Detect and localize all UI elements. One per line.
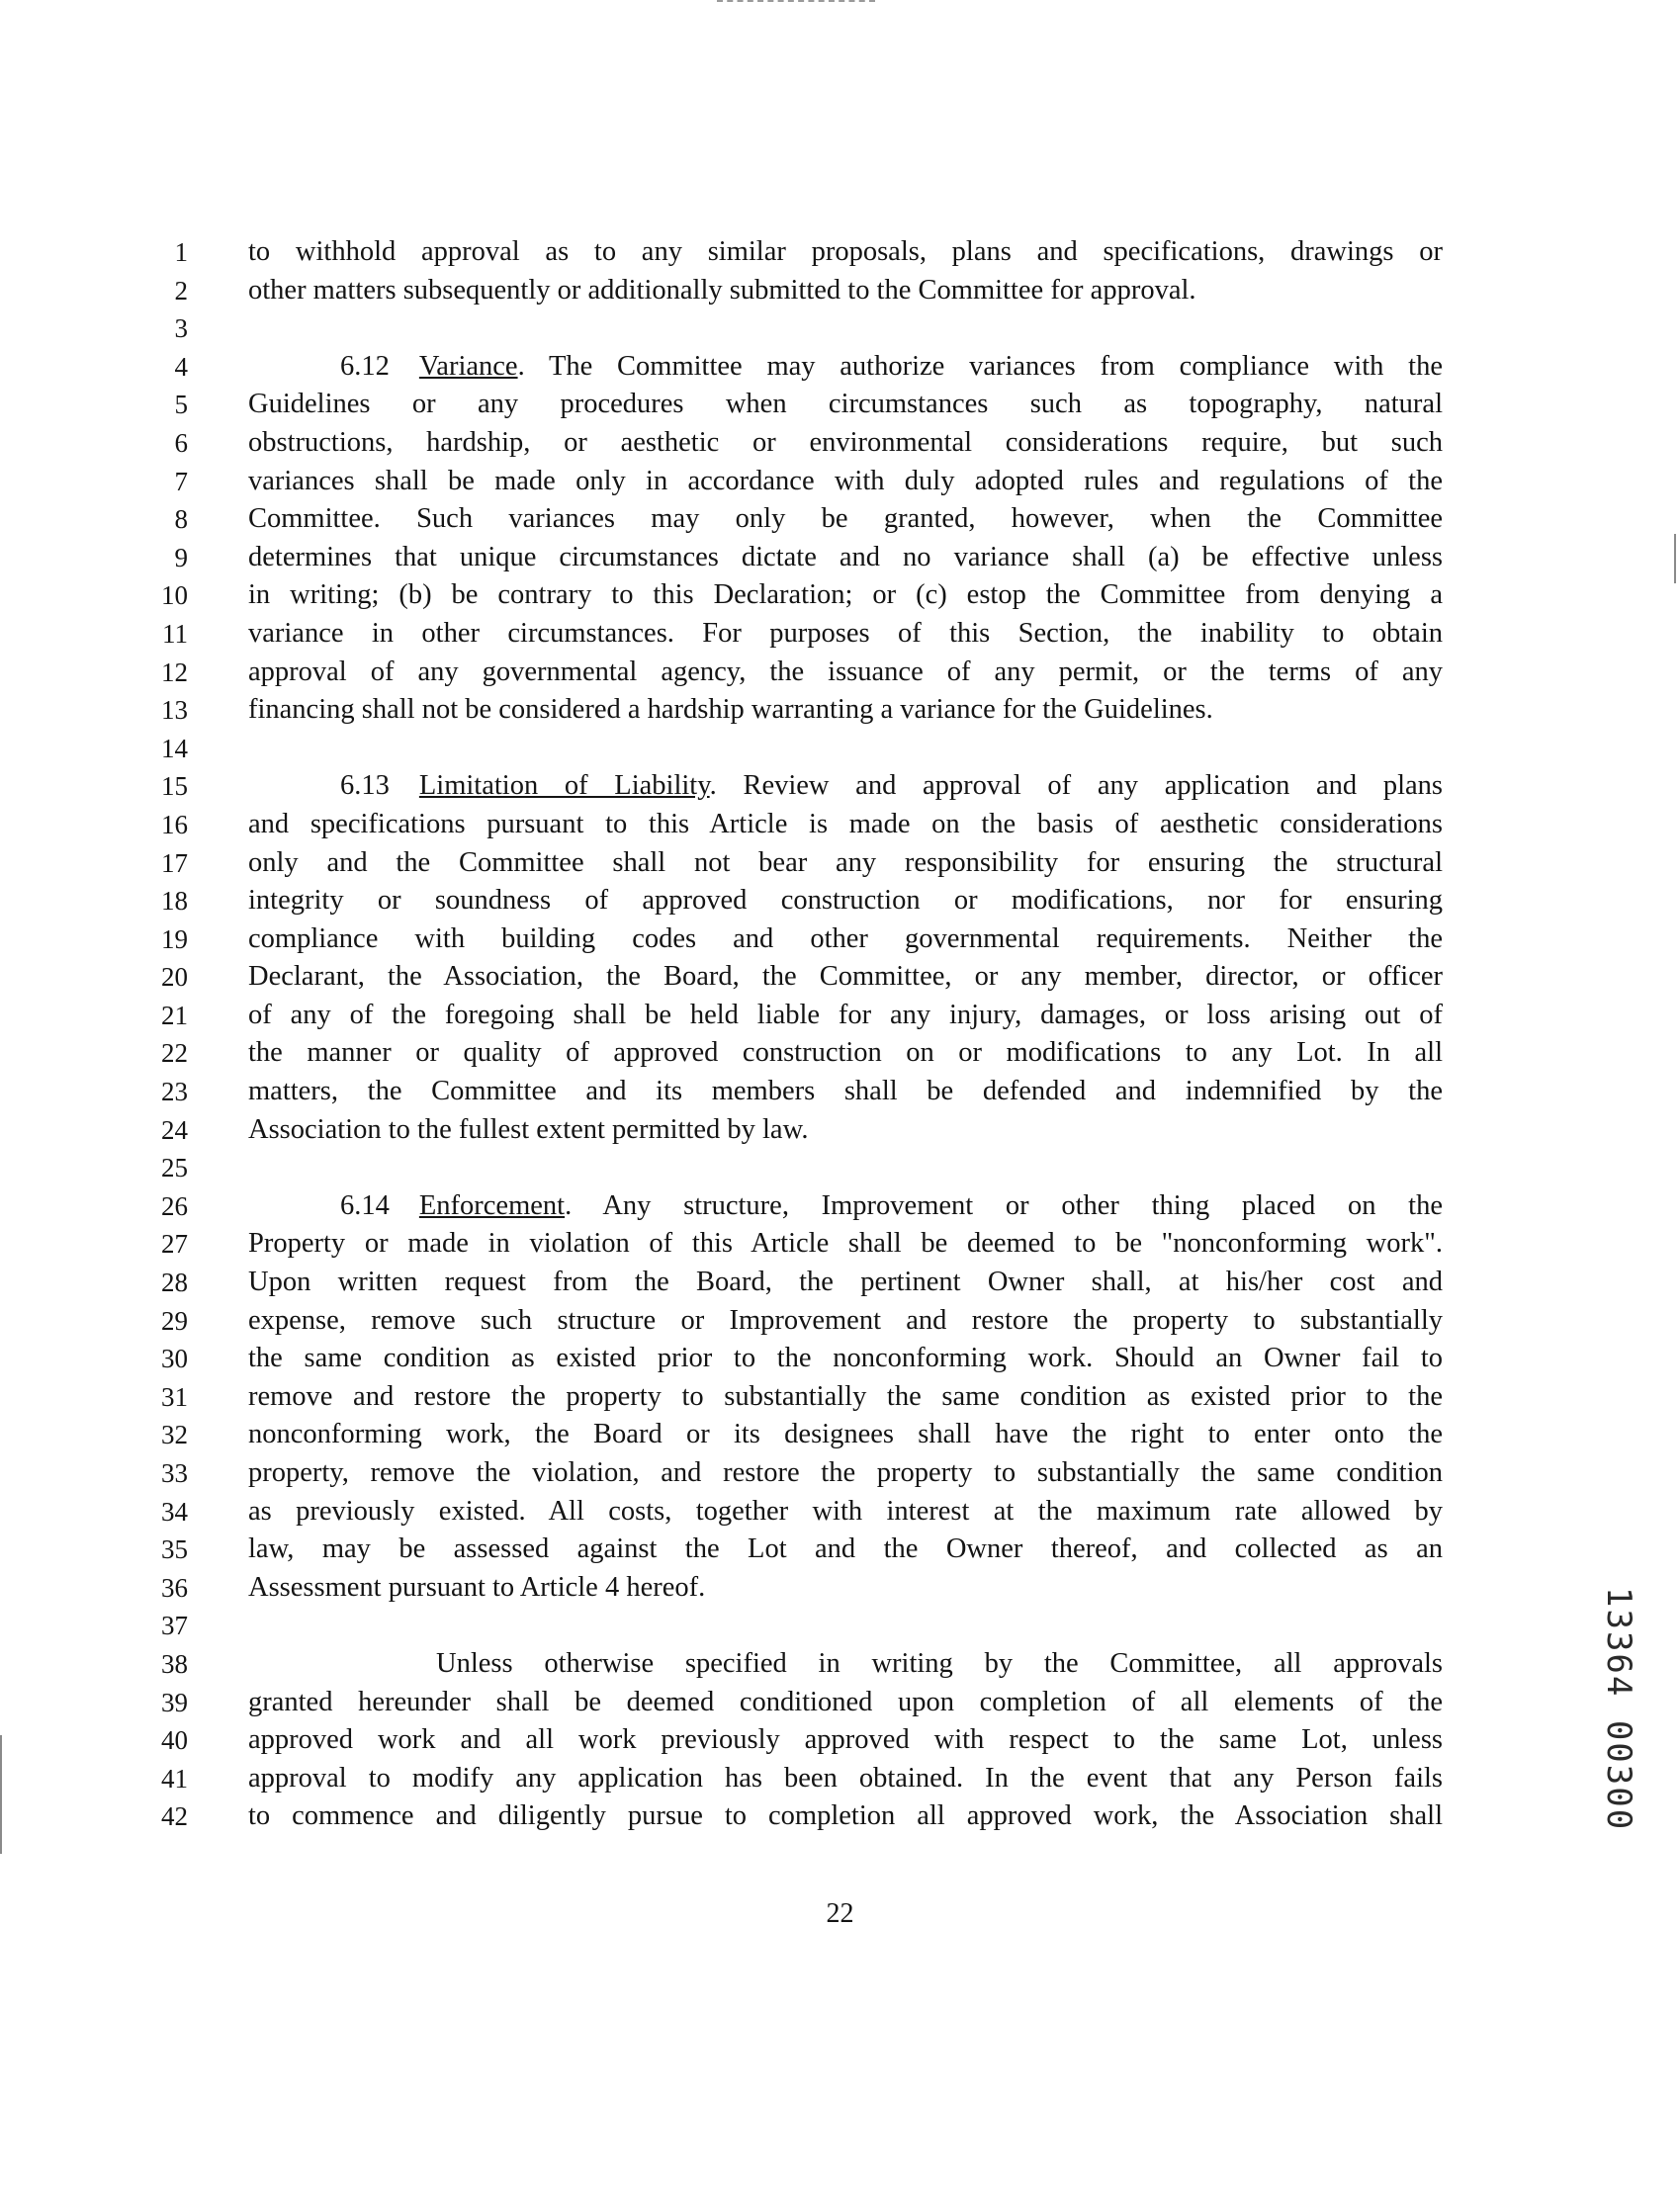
line-number: 14 [161, 733, 188, 763]
line-number: 6 [174, 427, 188, 458]
line-number: 32 [161, 1420, 188, 1450]
text-line: integrity or soundness of approved construction or modifications, nor for ensuring [248, 885, 1443, 917]
section-text: . The Committee may authorize variances from compliance with the [517, 350, 1443, 382]
text-line: Declarant, the Association, the Board, the Committee, or any member, director, or officer [248, 961, 1443, 993]
scan-top-mark [717, 0, 875, 8]
text-line: Assessment pursuant to Article 4 hereof. [248, 1571, 706, 1603]
section-title: Variance [418, 350, 518, 382]
section-heading-line [248, 1187, 1443, 1226]
line-number: 9 [174, 542, 188, 572]
line-number: 16 [161, 809, 188, 839]
text-line: only and the Committee shall not bear any responsibility for ensuring the structural [248, 846, 1443, 878]
blank-line [248, 730, 1443, 768]
text-line: financing shall not be considered a hardship warranting a variance for the Guidelines. [248, 694, 1213, 726]
section-title: Enforcement [418, 1189, 566, 1221]
text-line: Upon written request from the Board, the pertinent Owner shall, at his/her cost and [248, 1267, 1443, 1298]
line-number: 5 [174, 390, 188, 420]
line-number: 22 [161, 1038, 188, 1069]
text-line: determines that unique circumstances dictate and no variance shall (a) be effective unless [248, 541, 1443, 572]
line-number: 33 [161, 1458, 188, 1488]
text-line: Guidelines or any procedures when circumstances such as topography, natural [248, 389, 1443, 420]
line-number: 42 [161, 1801, 188, 1832]
section-number: 6.12 [340, 350, 390, 382]
line-number: 28 [161, 1268, 188, 1298]
text-line: obstructions, hardship, or aesthetic or environmental considerations require, but such [248, 426, 1443, 458]
text-line: the same condition as existed prior to the nonconforming work. Should an Owner fail to [248, 1343, 1443, 1374]
line-number: 25 [161, 1153, 188, 1183]
line-number: 26 [161, 1190, 188, 1221]
text-line: Committee. Such variances may only be granted, however, when the Committee [248, 503, 1443, 535]
recording-stamp: 13364 00300 [1599, 1587, 1638, 1832]
text-line: property, remove the violation, and restore the property to substantially the same condition [248, 1457, 1443, 1488]
line-number: 12 [161, 657, 188, 687]
line-number: 24 [161, 1114, 188, 1145]
text-line: remove and restore the property to substantially the same condition as existed prior to the [248, 1380, 1443, 1412]
section-number: 6.14 [340, 1189, 390, 1221]
text-line: other matters subsequently or additionally submitted to the Committee for approval. [248, 274, 1196, 306]
line-number: 15 [161, 771, 188, 802]
section-heading-line [248, 348, 1443, 387]
line-number: 1 [174, 237, 188, 267]
text-line: to withhold approval as to any similar proposals, plans and specifications, drawings or [248, 236, 1443, 267]
text-line: variance in other circumstances. For purposes of this Section, the inability to obtain [248, 617, 1443, 649]
line-number: 34 [161, 1496, 188, 1527]
line-number: 31 [161, 1381, 188, 1412]
text-line: law, may be assessed against the Lot and the Owner thereof, and collected as an [248, 1533, 1443, 1565]
line-number: 17 [161, 847, 188, 878]
page-number: 22 [826, 1898, 854, 1929]
line-number: 27 [161, 1229, 188, 1260]
line-number: 4 [174, 351, 188, 382]
line-number: 7 [174, 466, 188, 496]
text-line: Property or made in violation of this Article shall be deemed to be "nonconforming work". [248, 1228, 1443, 1260]
blank-line [248, 1607, 1443, 1645]
text-line: expense, remove such structure or Improvement and restore the property to substantially [248, 1304, 1443, 1336]
section-text: . Any structure, Improvement or other thing placed on the [565, 1189, 1443, 1221]
text-line: matters, the Committee and its members shall be defended and indemnified by the [248, 1076, 1443, 1107]
line-number: 11 [162, 618, 188, 649]
line-number: 20 [161, 962, 188, 993]
line-number: 39 [161, 1687, 188, 1717]
line-number: 18 [161, 886, 188, 917]
text-line: of any of the foregoing shall be held liable for any injury, damages, or loss arising out of [248, 999, 1443, 1030]
line-number: 2 [174, 275, 188, 306]
line-number: 35 [161, 1534, 188, 1565]
text-line: compliance with building codes and other governmental requirements. Neither the [248, 922, 1443, 954]
line-number: 21 [161, 1000, 188, 1030]
line-number: 36 [161, 1572, 188, 1603]
text-line: variances shall be made only in accordance with duly adopted rules and regulations of the [248, 465, 1443, 496]
text-line: the manner or quality of approved construction on or modifications to any Lot. In all [248, 1037, 1443, 1069]
text-line: as previously existed. All costs, together with interest at the maximum rate allowed by [248, 1495, 1443, 1527]
blank-line [248, 309, 1443, 348]
line-number: 41 [161, 1763, 188, 1794]
line-number: 40 [161, 1725, 188, 1756]
scan-edge-mark-right [1674, 534, 1676, 583]
line-number: 13 [161, 695, 188, 726]
text-line: approved work and all work previously approved with respect to the same Lot, unless [248, 1724, 1443, 1756]
blank-line [248, 1149, 1443, 1187]
line-number: 10 [161, 580, 188, 611]
line-number-column [129, 233, 188, 1836]
text-line: nonconforming work, the Board or its designees shall have the right to enter onto the [248, 1419, 1443, 1450]
text-line: approval of any governmental agency, the issuance of any permit, or the terms of any [248, 656, 1443, 687]
section-number: 6.13 [340, 770, 390, 802]
text-line: in writing; (b) be contrary to this Declaration; or (c) estop the Committee from denying a [248, 579, 1443, 611]
text-line: and specifications pursuant to this Article is made on the basis of aesthetic considerations [248, 808, 1443, 839]
section-text: . Review and approval of any application and plans [709, 770, 1443, 802]
line-number: 23 [161, 1077, 188, 1107]
line-number: 8 [174, 504, 188, 535]
text-line: Unless otherwise specified in writing by the Committee, all approvals [436, 1647, 1443, 1679]
line-number: 19 [161, 923, 188, 954]
document-body [248, 233, 1443, 1836]
text-line: to commence and diligently pursue to completion all approved work, the Association shall [248, 1800, 1443, 1832]
line-number: 38 [161, 1648, 188, 1679]
text-line: granted hereunder shall be deemed conditioned upon completion of all elements of the [248, 1686, 1443, 1717]
scan-edge-mark-left [0, 1735, 2, 1854]
text-line: Association to the fullest extent permitted by law. [248, 1113, 809, 1145]
line-number: 3 [174, 313, 188, 344]
line-number: 30 [161, 1344, 188, 1374]
text-line: approval to modify any application has been obtained. In the event that any Person fails [248, 1762, 1443, 1794]
line-number: 29 [161, 1305, 188, 1336]
section-heading-line [248, 767, 1443, 806]
section-title: Limitation of Liability [418, 770, 710, 802]
line-number: 37 [161, 1611, 188, 1641]
